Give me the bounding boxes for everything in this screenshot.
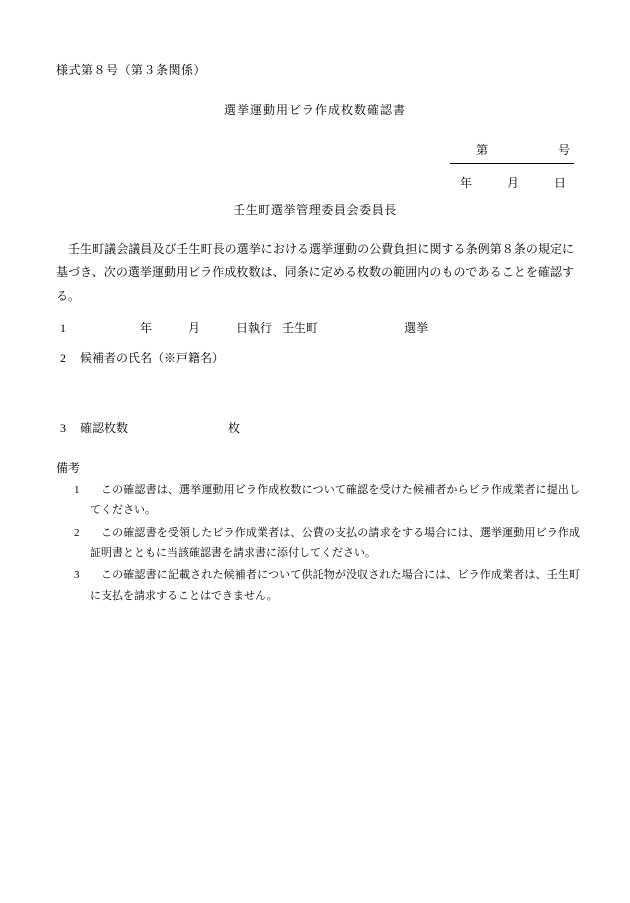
document-number-line bbox=[450, 140, 574, 164]
note-number: 1 bbox=[74, 484, 80, 496]
item-1-town-label: 壬生町 bbox=[282, 321, 319, 335]
date-label-day: 日 bbox=[553, 175, 566, 190]
addressee: 壬生町選挙管理委員会委員長 bbox=[233, 203, 397, 217]
item-1-month-label: 月 bbox=[188, 321, 201, 335]
number-label-dai: 第 bbox=[476, 143, 489, 157]
form-number: 様式第８号（第３条関係） bbox=[56, 63, 207, 77]
date-label-month: 月 bbox=[506, 175, 519, 190]
note-number: 2 bbox=[74, 526, 80, 539]
item-1-number: 1 bbox=[60, 321, 66, 335]
date-label-year: 年 bbox=[460, 175, 473, 190]
document-date-line bbox=[460, 164, 566, 195]
item-1-election-label: 選挙 bbox=[404, 321, 429, 335]
notes-list bbox=[56, 480, 580, 608]
note-item bbox=[56, 523, 580, 564]
item-candidate-name-row bbox=[60, 348, 574, 370]
item-1-year-label: 年 bbox=[140, 321, 153, 335]
document-title: 選挙運動用ビラ作成枚数確認書 bbox=[223, 103, 406, 117]
item-confirmed-count-row bbox=[60, 418, 574, 440]
number-label-gou: 号 bbox=[557, 143, 570, 157]
item-1-day-label: 日執行 bbox=[236, 321, 273, 335]
item-3-unit: 枚 bbox=[228, 421, 241, 435]
number-block bbox=[442, 140, 582, 194]
note-text: この確認書を受領したビラ作成業者は、公費の支払の請求をする場合には、選挙運動用ビラ作成証明書とともに当該確認書を請求書に添付してください。 bbox=[90, 526, 580, 560]
item-election-row bbox=[60, 318, 574, 340]
item-2-number: 2 bbox=[60, 351, 66, 365]
body-paragraph: 壬生町議会議員及び壬生町長の選挙における選挙運動の公費負担に関する条例第８条の規定に基づき、次の選挙運動用ビラ作成枚数は、同条に定める枚数の範囲内のものであることを確認する。 bbox=[56, 242, 574, 303]
note-item bbox=[56, 480, 580, 521]
item-3-number: 3 bbox=[60, 421, 66, 435]
item-3-label: 確認枚数 bbox=[80, 421, 129, 435]
item-2-label: 候補者の氏名（※戸籍名） bbox=[80, 351, 225, 365]
notes-title: 備考 bbox=[56, 461, 81, 475]
note-text: この確認書は、選挙運動用ビラ作成枚数について確認を受けた候補者からビラ作成業者に提出してください。 bbox=[90, 484, 580, 517]
note-text: この確認書に記載された候補者について供託物が没収された場合には、ビラ作成業者は、壬生町に支払を請求することはできません。 bbox=[90, 569, 580, 602]
note-number: 3 bbox=[74, 569, 80, 582]
note-item bbox=[56, 565, 580, 606]
